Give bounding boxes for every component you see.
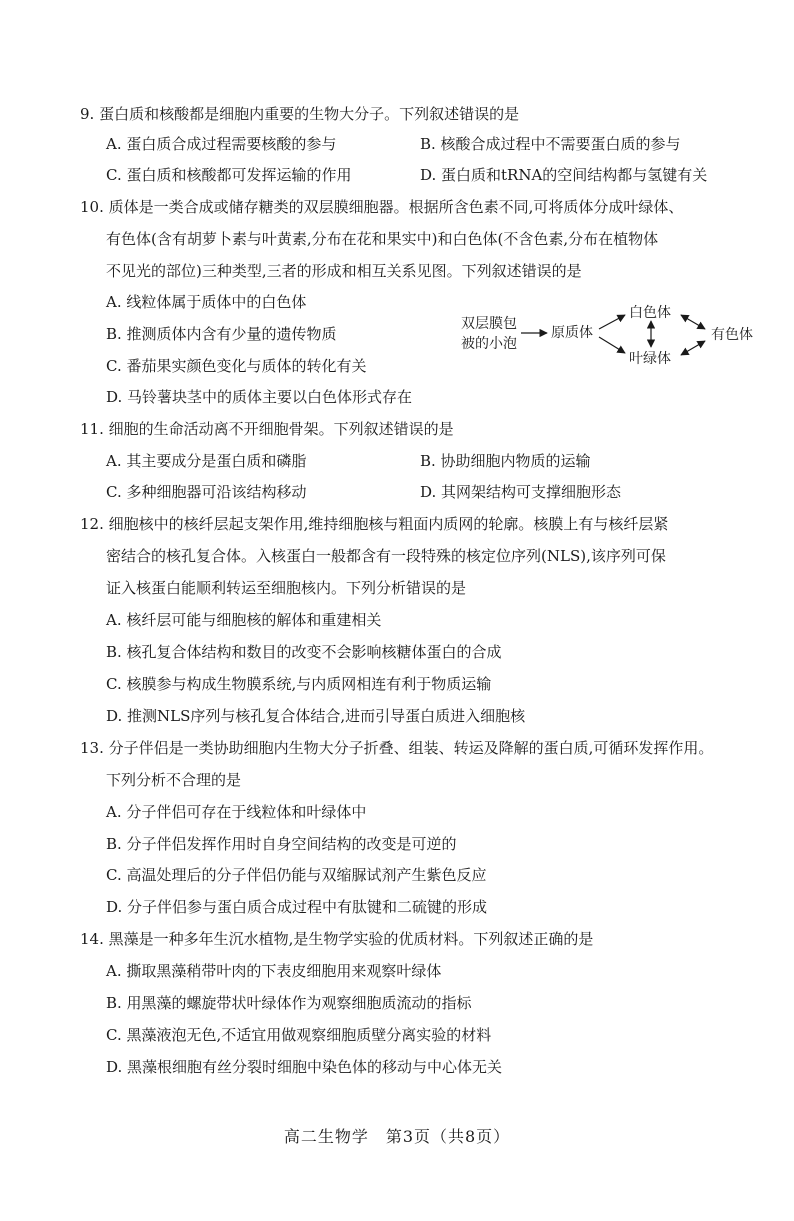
label-proplastid: 原质体 — [551, 325, 593, 341]
question-10-stem-line-1: 10. 质体是一类合成或储存糖类的双层膜细胞器。根据所含色素不同,可将质体分成叶绿体、 — [80, 198, 684, 216]
question-12-option-a: A. 核纤层可能与细胞核的解体和重建相关 — [106, 611, 382, 629]
question-12-stem-line-2: 密结合的核孔复合体。入核蛋白一般都含有一段特殊的核定位序列(NLS),该序列可保 — [106, 547, 666, 565]
arrow-proplastid-to-chloroplast — [599, 337, 625, 353]
label-chloroplast: 叶绿体 — [629, 351, 671, 367]
question-13-stem-line-2: 下列分析不合理的是 — [106, 771, 242, 789]
question-14-option-b: B. 用黑藻的螺旋带状叶绿体作为观察细胞质流动的指标 — [106, 994, 472, 1012]
arrow-leucoplast-chromoplast — [681, 315, 705, 329]
question-10-option-d: D. 马铃薯块茎中的质体主要以白色体形式存在 — [106, 388, 413, 406]
question-13-stem-line-1: 13. 分子伴侣是一类协助细胞内生物大分子折叠、组装、转运及降解的蛋白质,可循环发挥作用。 — [80, 739, 714, 757]
question-9-stem: 9. 蛋白质和核酸都是细胞内重要的生物大分子。下列叙述错误的是 — [80, 105, 520, 123]
question-13-option-d: D. 分子伴侣参与蛋白质合成过程中有肽键和二硫键的形成 — [106, 898, 488, 916]
question-9-option-d: D. 蛋白质和tRNA的空间结构都与氢键有关 — [420, 166, 708, 184]
question-14-stem: 14. 黑藻是一种多年生沉水植物,是生物学实验的优质材料。下列叙述正确的是 — [80, 930, 594, 948]
question-12-stem-line-1: 12. 细胞核中的核纤层起支架作用,维持细胞核与粗面内质网的轮廓。核膜上有与核纤层紧 — [80, 515, 669, 533]
arrow-proplastid-to-leucoplast — [599, 315, 625, 329]
question-9-option-b: B. 核酸合成过程中不需要蛋白质的参与 — [420, 135, 681, 153]
label-chromoplast: 有色体 — [711, 327, 753, 343]
question-11-option-a: A. 其主要成分是蛋白质和磷脂 — [106, 452, 307, 470]
question-9-option-c: C. 蛋白质和核酸都可发挥运输的作用 — [106, 166, 352, 184]
question-11-option-b: B. 协助细胞内物质的运输 — [420, 452, 591, 470]
question-11-stem: 11. 细胞的生命活动离不开细胞骨架。下列叙述错误的是 — [80, 420, 454, 438]
question-12-stem-line-3: 证入核蛋白能顺利转运至细胞核内。下列分析错误的是 — [106, 579, 467, 597]
question-13-option-c: C. 高温处理后的分子伴侣仍能与双缩脲试剂产生紫色反应 — [106, 866, 487, 884]
label-vesicle-2: 被的小泡 — [461, 336, 517, 352]
question-10-stem-line-3: 不见光的部位)三种类型,三者的形成和相互关系见图。下列叙述错误的是 — [106, 262, 582, 280]
question-10-option-a: A. 线粒体属于质体中的白色体 — [106, 293, 307, 311]
question-14-option-a: A. 撕取黑藻稍带叶肉的下表皮细胞用来观察叶绿体 — [106, 962, 442, 980]
question-12-option-c: C. 核膜参与构成生物膜系统,与内质网相连有利于物质运输 — [106, 675, 492, 693]
question-12-option-b: B. 核孔复合体结构和数目的改变不会影响核糖体蛋白的合成 — [106, 643, 502, 661]
question-10-option-b: B. 推测质体内含有少量的遗传物质 — [106, 325, 337, 343]
label-leucoplast: 白色体 — [629, 305, 671, 321]
question-10-option-c: C. 番茄果实颜色变化与质体的转化有关 — [106, 357, 367, 375]
question-11-option-d: D. 其网架结构可支撑细胞形态 — [420, 483, 622, 501]
label-vesicle-1: 双层膜包 — [461, 316, 517, 332]
question-11-option-c: C. 多种细胞器可沿该结构移动 — [106, 483, 307, 501]
question-14-option-d: D. 黑藻根细胞有丝分裂时细胞中染色体的移动与中心体无关 — [106, 1058, 503, 1076]
arrow-chloroplast-chromoplast — [681, 341, 705, 355]
question-12-option-d: D. 推测NLS序列与核孔复合体结合,进而引导蛋白质进入细胞核 — [106, 707, 526, 725]
question-10-stem-line-2: 有色体(含有胡萝卜素与叶黄素,分布在花和果实中)和白色体(不含色素,分布在植物体 — [106, 230, 659, 248]
question-13-option-b: B. 分子伴侣发挥作用时自身空间结构的改变是可逆的 — [106, 835, 457, 853]
question-9-option-a: A. 蛋白质合成过程需要核酸的参与 — [106, 135, 337, 153]
page-footer: 高二生物学 第3页（共8页） — [283, 1127, 511, 1146]
plastid-diagram — [455, 305, 785, 385]
question-14-option-c: C. 黑藻液泡无色,不适宜用做观察细胞质壁分离实验的材料 — [106, 1026, 492, 1044]
question-13-option-a: A. 分子伴侣可存在于线粒体和叶绿体中 — [106, 803, 367, 821]
